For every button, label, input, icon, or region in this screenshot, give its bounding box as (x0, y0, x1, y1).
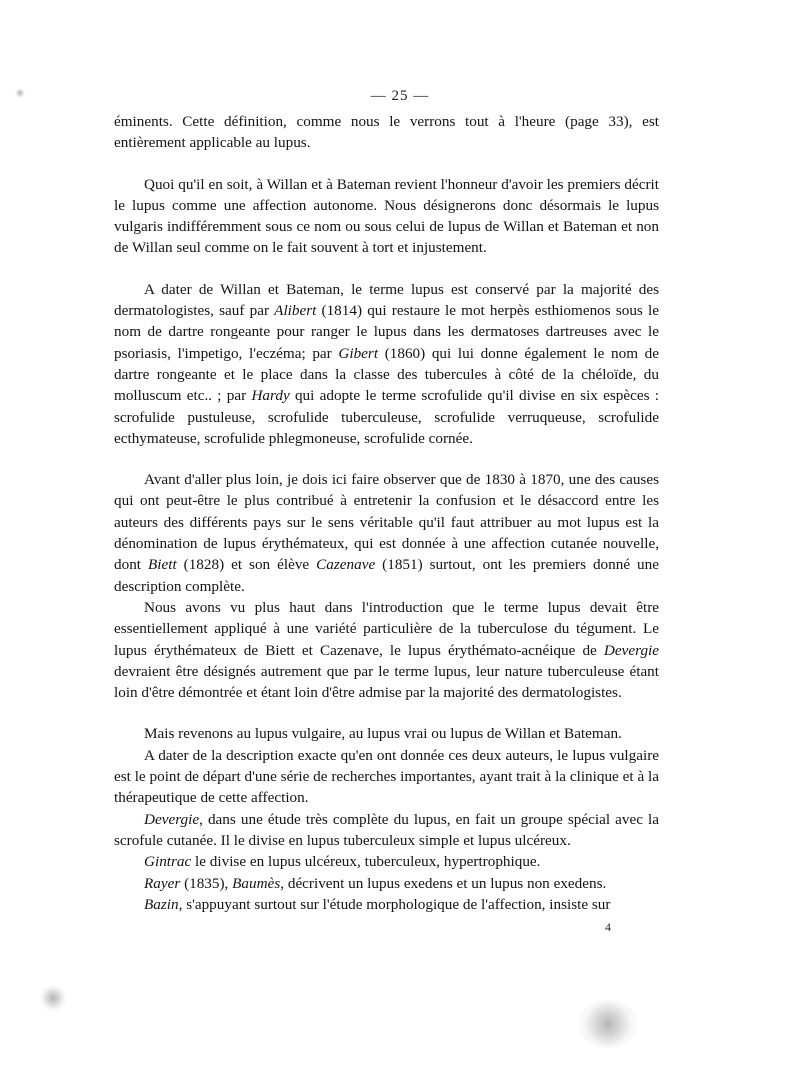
author-name: Baumès (232, 874, 281, 892)
text-run: Avant d'aller plus loin, je dois ici faire observer que de 1830 à 1870, une des causes qui ont peut-être le plus contribué à entretenir la confusion et le désaccord entre les auteurs des différents pays sur le sens véritable qu'il faut attribuer au mot lupus est la dénomination de lupus érythémateux, qui est donnée à une affection cutanée nouvelle, dont (114, 471, 659, 574)
text-run: éminents. Cette définition, comme nous le verrons tout à l'heure (page 33), est entièrement applicable au lupus. (114, 113, 659, 152)
text-run: Quoi qu'il en soit, à Willan et à Bateman revient l'honneur d'avoir les premiers décrit le lupus comme une affection autonome. Nous désignerons donc désormais le lupus vulgaris indifféremment sous ce nom ou sous celui de lupus de Willan et Bateman et non de Willan seul comme on le fait souvent à tort et injustement. (114, 175, 659, 257)
paragraph (114, 745, 659, 809)
paragraph (114, 469, 659, 597)
paragraph (114, 809, 659, 852)
signature-mark: 4 (605, 920, 611, 934)
paragraph (114, 873, 659, 894)
text-run: (1814) qui restaure le mot herpès esthiomenos sous le nom de dartre rongeante pour ranger le lupus dans les dermatoses dartreuses avec le psoriasis, l'impetigo, l'eczéma; par (114, 302, 659, 362)
paragraph (114, 723, 659, 744)
text-run: qui adopte le terme scrofulide qu'il divise en six espèces : scrofulide pustuleuse, scrofulide tuberculeuse, scrofulide verruqueuse, scrofulide ecthymateuse, scrofulide phlegmoneuse, scrofulide cornée. (114, 387, 660, 447)
text-run: devraient être désignés autrement que par le terme lupus, leur nature tuberculeuse étant loin d'être démontrée et étant loin d'être admise par la majorité des dermatologistes. (114, 662, 659, 702)
text-run: (1860) qui lui donne également le nom de dartre rongeante et le place dans la classe des tubercules à côté de la chéloïde, du molluscum etc.. ; par (114, 344, 659, 405)
author-name: Gibert (338, 344, 379, 362)
author-name: Rayer (144, 874, 181, 892)
paragraph (114, 894, 659, 915)
author-name: Devergie (144, 810, 200, 828)
author-name: Devergie (603, 641, 659, 659)
text-run: , s'appuyant surtout sur l'étude morphologique de l'affection, insiste sur (178, 895, 611, 913)
text-run: (1828) et son élève (176, 556, 317, 574)
text-run: Mais revenons au lupus vulgaire, au lupus vrai ou lupus de Willan et Bateman. (144, 725, 622, 743)
paragraph (114, 111, 659, 154)
text-run: (1851) surtout, ont les premiers donné une description complète. (114, 556, 659, 595)
author-name: Hardy (251, 387, 290, 405)
text-run: A dater de la description exacte qu'en ont donnée ces deux auteurs, le lupus vulgaire est le point de départ d'une série de recherches importantes, ayant trait à la clinique et à la thérapeutique de cette affection. (114, 746, 659, 807)
paragraph (114, 851, 659, 872)
text-run: , décrivent un lupus exedens et un lupus non exedens. (280, 874, 607, 892)
page-number: — 25 — (370, 88, 430, 104)
scan-speck (15, 88, 25, 98)
text-run: A dater de Willan et Bateman, le terme lupus est conservé par la majorité des dermatologistes, sauf par (114, 280, 659, 320)
text-run: (1835), (180, 874, 233, 892)
author-name: Biett (147, 556, 177, 574)
author-name: Cazenave (316, 556, 376, 574)
author-name: Bazin (144, 895, 179, 913)
text-run: Nous avons vu plus haut dans l'introduction que le terme lupus devait être essentiellement appliqué à une variété particulière de la tuberculose du tégument. Le lupus érythémateux de Biett et Cazenave, le lupus érythémato-acnéique de (114, 598, 659, 659)
paragraph (114, 279, 659, 449)
author-name: Gintrac (144, 853, 192, 871)
paragraph (114, 597, 659, 703)
paragraph (114, 174, 659, 259)
scan-speck (578, 1000, 638, 1048)
body-text (114, 111, 659, 915)
scan-speck (40, 985, 66, 1011)
text-run: , dans une étude très complète du lupus, en fait un groupe spécial avec la scrofule cutanée. Il le divise en lupus tuberculeux simple et lupus ulcéreux. (114, 810, 659, 849)
text-run: le divise en lupus ulcéreux, tuberculeux, hypertrophique. (191, 853, 541, 871)
author-name: Alibert (274, 302, 317, 320)
